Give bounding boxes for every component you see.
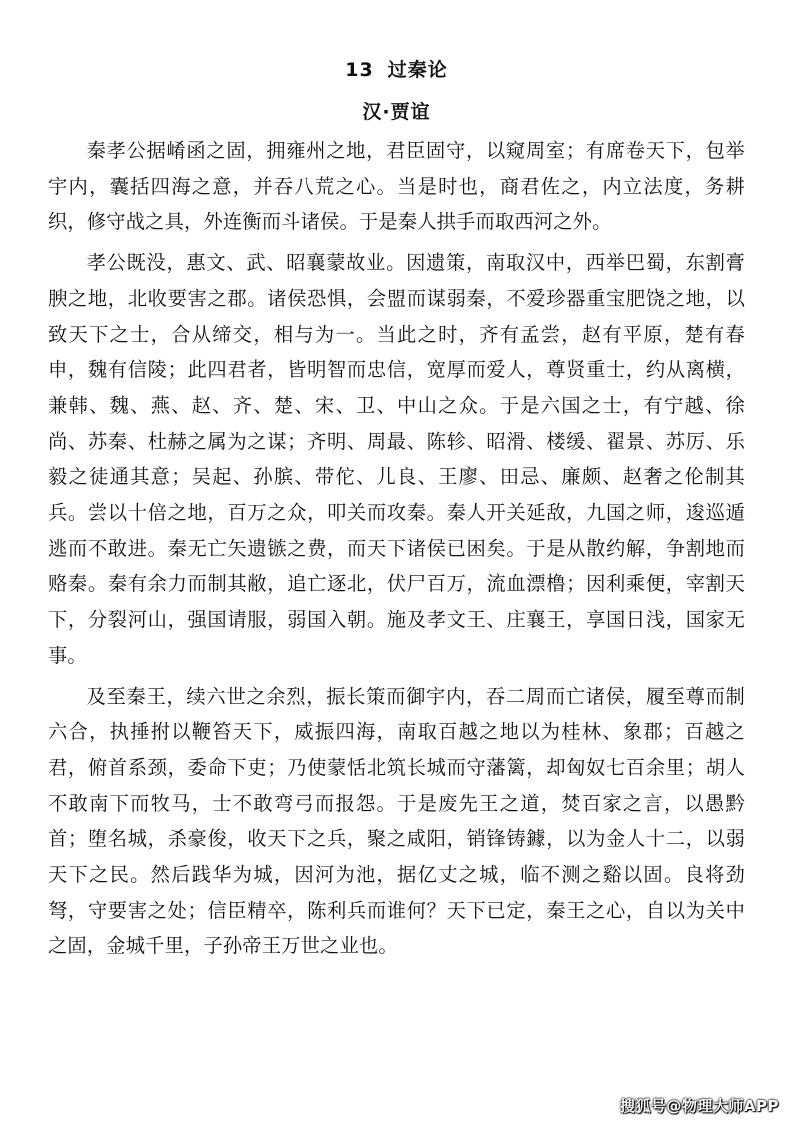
- paragraph-3: 及至秦王，续六世之余烈，振长策而御宇内，吞二周而亡诸侯，履至尊而制六合，执捶拊以鞭笞天下，威振四海，南取百越之地以为桂林、象郡；百越之君，俯首系颈，委命下吏；乃使蒙恬北筑长城而守藩篱，却匈奴七百余里；胡人不敢南下而牧马，士不敢弯弓而报怨。于是废先王之道，焚百家之言，以愚黔首；堕名城，杀豪俊，收天下之兵，聚之咸阳，销锋铸鐻，以为金人十二，以弱天下之民。然后践华为城，因河为池，据亿丈之城，临不测之谿以固。良将劲弩，守要害之处；信臣精卒，陈利兵而谁何？天下已定，秦王之心，自以为关中之固，金城千里，子孙帝王万世之业也。: [48, 684, 745, 958]
- page-title: [0, 56, 793, 84]
- paragraph-1: 秦孝公据崤函之固，拥雍州之地，君臣固守，以窥周室；有席卷天下，包举宇内，囊括四海之意，并吞八荒之心。当是时也，商君佐之，内立法度，务耕织，修守战之具，外连衡而斗诸侯。于是秦人拱手而取西河之外。: [48, 139, 745, 234]
- source-watermark: 搜狐号@物理大师APP: [619, 1097, 779, 1115]
- chapter-number: 13: [345, 59, 374, 81]
- document-body: [48, 133, 745, 969]
- chapter-title: 过秦论: [387, 59, 448, 81]
- paragraph-2: 孝公既没，惠文、武、昭襄蒙故业。因遗策，南取汉中，西举巴蜀，东割膏腴之地，北收要害之郡。诸侯恐惧，会盟而谋弱秦，不爱珍器重宝肥饶之地，以致天下之士，合从缔交，相与为一。当此之时，齐有孟尝，赵有平原，楚有春申，魏有信陵；此四君者，皆明智而忠信，宽厚而爱人，尊贤重士，约从离横，兼韩、魏、燕、赵、齐、楚、宋、卫、中山之众。于是六国之士，有宁越、徐尚、苏秦、杜赫之属为之谋；齐明、周最、陈轸、昭滑、楼缓、翟景、苏厉、乐毅之徒通其意；吴起、孙膑、带佗、儿良、王廖、田忌、廉颇、赵奢之伦制其兵。尝以十倍之地，百万之众，叩关而攻秦。秦人开关延敌，九国之师，逡巡遁逃而不敢进。秦无亡矢遗镞之费，而天下诸侯已困矣。于是从散约解，争割地而赂秦。秦有余力而制其敝，追亡逐北，伏尸百万，流血漂橹；因利乘便，宰割天下，分裂河山，强国请服，弱国入朝。施及孝文王、庄襄王，享国日浅，国家无事。: [48, 251, 745, 667]
- author-line: 汉·贾谊: [362, 101, 431, 123]
